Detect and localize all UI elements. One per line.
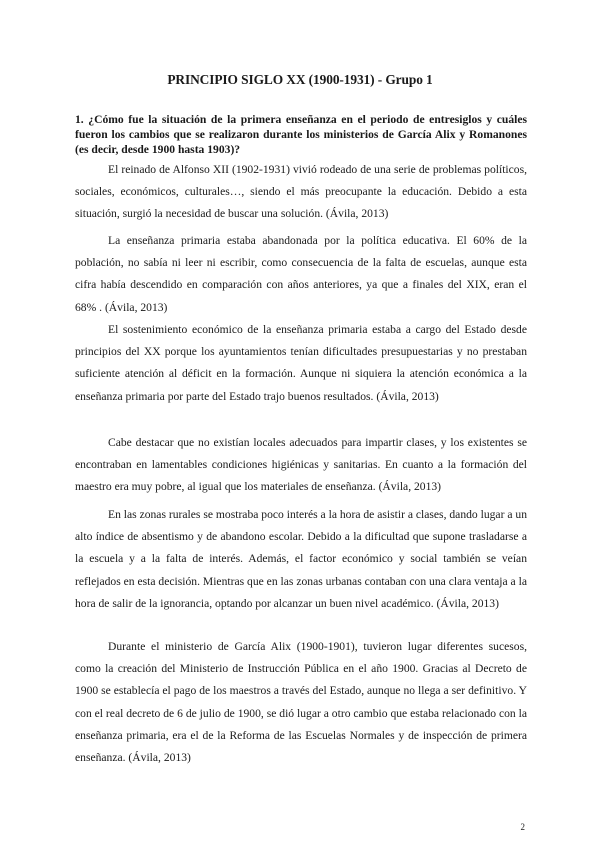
paragraph: Durante el ministerio de García Alix (1900-1901), tuvieron lugar diferentes sucesos, como la creación del Ministerio de Instrucción Pública en el año 1900. Gracias al Decreto de 1900 se establecía el pago de los maestros a través del Estado, aunque no llega a ser definitivo. Y con el real decreto de 6 de julio de 1900, se dió lugar a otro cambio que estaba relacionado con la enseñanza primaria, era el de la Reforma de las Escuelas Normales y de inspección de primera enseñanza. (Ávila, 2013) [75, 640, 527, 765]
paragraph: El reinado de Alfonso XII (1902-1931) vivió rodeado de una serie de problemas políticos, sociales, económicos, culturales…, siendo el más preocupante la educación. Debido a esta situación, surgió la necesidad de buscar una solución. (Ávila, 2013) [75, 163, 527, 221]
paragraph: La enseñanza primaria estaba abandonada por la política educativa. El 60% de la población, no sabía ni leer ni escribir, como consecuencia de la falta de escuelas, aunque esta cifra había descendido en comparación con años anteriores, ya que a finales del XIX, eran el 68% . (Ávila, 2013) [75, 234, 527, 314]
paragraph: En las zonas rurales se mostraba poco interés a la hora de asistir a clases, dando lugar a un alto índice de absentismo y de abandono escolar. Debido a la dificultad que supone trasladarse a la escuela y a la falta de interés. Además, el factor económico y social también se veían reflejados en esta decisión. Mientras que en las zonas urbanas contaban con una clara ventaja a la hora de salir de la ignorancia, optando por alcanzar un buen nivel académico. (Ávila, 2013) [75, 508, 527, 610]
paragraph: Cabe destacar que no existían locales adecuados para impartir clases, y los existentes se encontraban en lamentables condiciones higiénicas y sanitarias. En cuanto a la formación del maestro era muy pobre, al igual que los materiales de enseñanza. (Ávila, 2013) [75, 436, 527, 494]
paragraph: El sostenimiento económico de la enseñanza primaria estaba a cargo del Estado desde principios del XX porque los ayuntamientos tenían dificultades presupuestarias y no prestaban suficiente atención al déficit en la formación. Aunque ni siquiera la atención económica a la enseñanza primaria por parte del Estado trajo buenos resultados. (Ávila, 2013) [75, 323, 527, 403]
question-heading: 1. ¿Cómo fue la situación de la primera enseñanza en el periodo de entresiglos y cuáles fueron los cambios que se realizaron durante los ministerios de García Alix y Romanones (es decir, desde 1900 hasta 1903)? [75, 113, 527, 156]
page-title: PRINCIPIO SIGLO XX (1900-1931) - Grupo 1 [167, 72, 433, 87]
page-number: 2 [520, 822, 525, 832]
